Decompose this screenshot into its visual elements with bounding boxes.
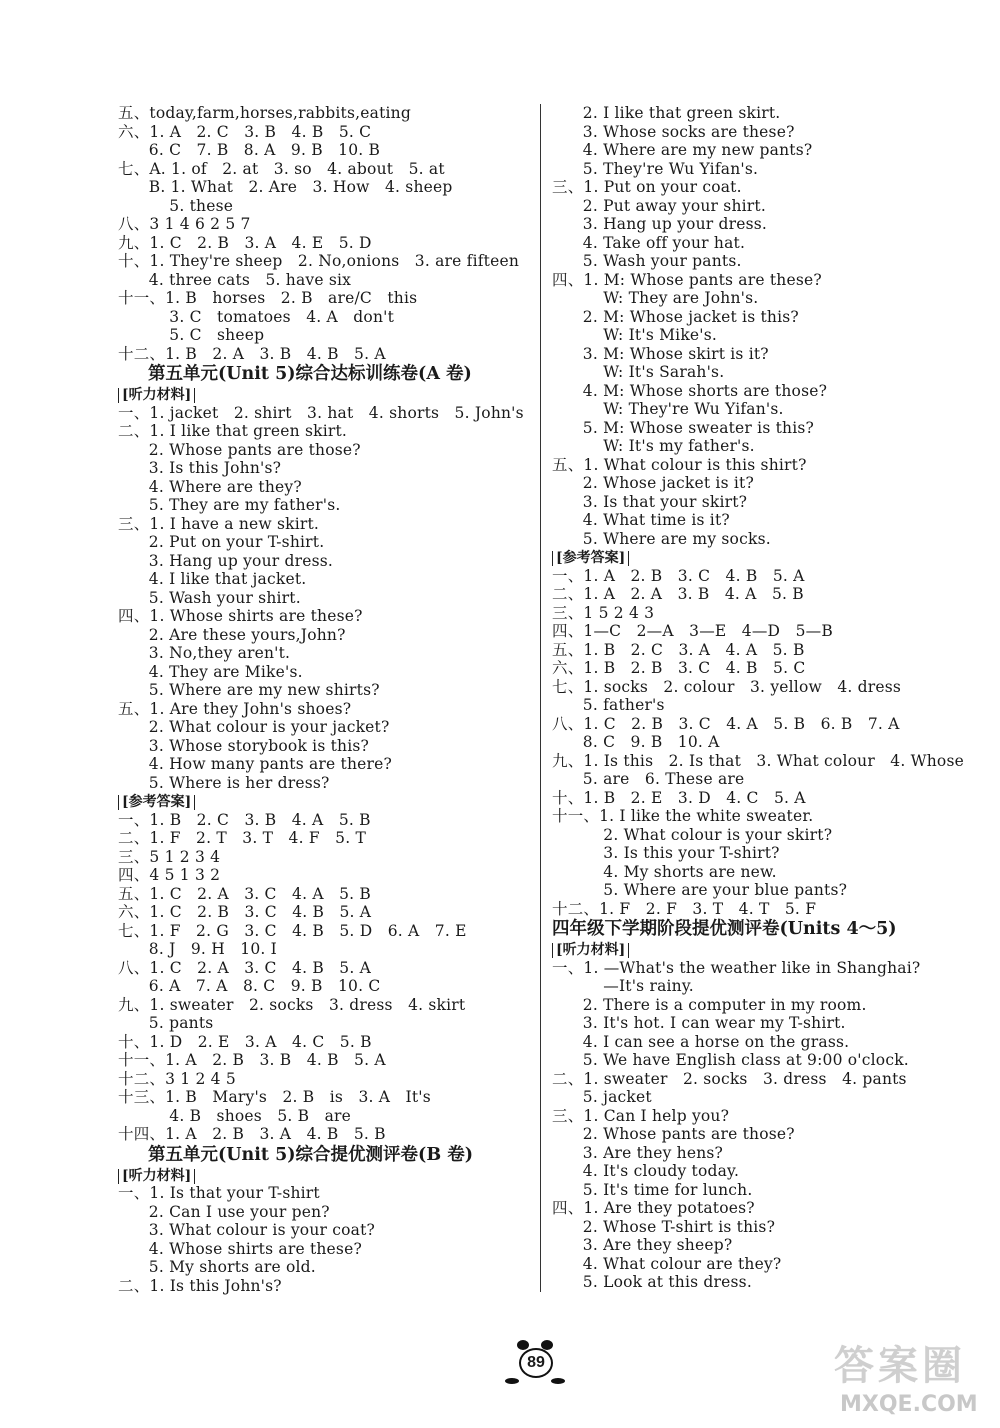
text-line: 五、1. B 2. C 3. A 4. A 5. B [552, 640, 805, 659]
text-line: 2. Whose pants are those? [552, 1125, 795, 1143]
text-line: 3. Hang up your dress. [118, 551, 334, 570]
text-line: 4. Where are my new pants? [552, 141, 813, 159]
text-line: 2. Put on your T-shirt. [118, 533, 325, 551]
text-line: 5. It's time for lunch. [552, 1180, 753, 1199]
text-line: 6. C 7. B 8. A 9. B 10. B [118, 141, 381, 159]
text-line: 六、1. C 2. B 3. C 4. B 5. A [118, 903, 372, 921]
text-line: 四、1. Whose shirts are these? [118, 607, 363, 625]
text-line: 6. A 7. A 8. C 9. B 10. C [118, 977, 381, 995]
text-line: 2. What colour is your skirt? [552, 825, 833, 844]
text-line: 3. Hang up your dress. [552, 215, 768, 233]
text-line: 二、1. Is this John's? [118, 1276, 282, 1295]
text-line: 四、4 5 1 3 2 [118, 866, 221, 884]
text-line: 一、1. B 2. C 3. B 4. A 5. B [118, 810, 371, 829]
text-line: 十二、1. F 2. F 3. T 4. T 5. F [552, 899, 817, 918]
text-line: 十二、1. B 2. A 3. B 4. B 5. A [118, 344, 386, 363]
text-line: 十一、1. B horses 2. B are/C this [118, 289, 418, 307]
text-line: 四、1. Are they potatoes? [552, 1199, 755, 1217]
answers-label: [参考答案] [118, 795, 195, 810]
answers-label: [参考答案] [552, 551, 629, 566]
mascot-foot-icon [505, 1378, 519, 1384]
text-line: 5. My shorts are old. [118, 1258, 316, 1276]
text-line: 8. J 9. H 10. I [118, 940, 277, 958]
listening-label: [听力材料] [118, 1169, 195, 1184]
page-number-badge [505, 1336, 565, 1396]
text-line: 五、1. Are they John's shoes? [118, 699, 352, 718]
text-line: 3. Are they hens? [552, 1143, 724, 1162]
text-line: 十四、1. A 2. B 3. A 4. B 5. B [118, 1125, 386, 1143]
text-line: 一、1. Is that your T-shirt [118, 1184, 320, 1202]
text-line: 4. Where are they? [118, 477, 302, 496]
text-line: 一、1. jacket 2. shirt 3. hat 4. shorts 5. John's [118, 403, 524, 422]
text-line: 二、1. A 2. A 3. B 4. A 5. B [552, 585, 804, 603]
text-line: 2. I like that green skirt. [552, 104, 781, 122]
text-line: 5. pants [118, 1014, 214, 1032]
text-line: 三、1. I have a new skirt. [118, 514, 320, 533]
watermark-logo: 答案圈 [834, 1343, 966, 1389]
mascot-foot-icon [551, 1378, 565, 1384]
left-lines-block [118, 104, 536, 363]
section-c-listening-block [552, 959, 962, 1292]
section-a-title: 第五单元(Unit 5)综合达标训练卷(A 卷) [148, 364, 472, 384]
text-line: 4. They are Mike's. [118, 662, 303, 681]
listening-label: [听力材料] [552, 943, 629, 958]
text-line: 十一、1. A 2. B 3. B 4. B 5. A [118, 1051, 386, 1069]
listening-label: [听力材料] [118, 388, 195, 403]
text-line: 4. B shoes 5. B are [118, 1106, 352, 1125]
text-line: 3. Whose socks are these? [552, 122, 795, 141]
text-line: 2. What colour is your jacket? [118, 718, 390, 736]
text-line: 5. father's [552, 696, 665, 714]
text-line: 二、1. sweater 2. socks 3. dress 4. pants [552, 1069, 907, 1088]
text-line: 六、1. A 2. C 3. B 4. B 5. C [118, 122, 372, 141]
text-line: 十一、1. I like the white sweater. [552, 807, 814, 825]
text-line: 4. It's cloudy today. [552, 1162, 740, 1180]
text-line: 二、1. F 2. T 3. T 4. F 5. T [118, 829, 367, 847]
text-line: 5. Where are my socks. [552, 529, 771, 548]
right-column [552, 104, 962, 1292]
text-line: 2. Are these yours,John? [118, 625, 346, 644]
text-line: 5. Where are your blue pants? [552, 881, 848, 899]
text-line: 十、1. D 2. E 3. A 4. C 5. B [118, 1032, 372, 1051]
text-line: 一、1. A 2. B 3. C 4. B 5. A [552, 566, 805, 585]
section-b-listening-label-row [118, 1166, 536, 1185]
text-line: 五、1. C 2. A 3. C 4. A 5. B [118, 884, 371, 903]
text-line: 二、1. I like that green skirt. [118, 422, 348, 440]
text-line: 5. jacket [552, 1088, 652, 1106]
text-line: 5. Where is her dress? [118, 773, 330, 792]
text-line: 3. M: Whose skirt is it? [552, 344, 769, 363]
text-line: 2. Whose T-shirt is this? [552, 1217, 776, 1236]
watermark [826, 1330, 996, 1424]
watermark-url: MXQE.COM [840, 1392, 978, 1417]
text-line: 2. M: Whose jacket is this? [552, 307, 799, 326]
text-line: 2. Whose jacket is it? [552, 474, 754, 492]
text-line: 4. M: Whose shorts are those? [552, 381, 828, 400]
section-a-listening-label-row [118, 385, 536, 404]
text-line: 8. C 9. B 10. A [552, 733, 720, 751]
text-line: 一、1. —What's the weather like in Shanghai? [552, 958, 921, 977]
text-line: 五、1. What colour is this shirt? [552, 455, 807, 474]
section-c-title: 四年级下学期阶段提优测评卷(Units 4～5) [552, 919, 897, 939]
left-column [118, 104, 536, 1295]
text-line: 2. There is a computer in my room. [552, 995, 867, 1014]
text-line: 三、1. Can I help you? [552, 1106, 730, 1125]
text-line: 5. M: Whose sweater is this? [552, 418, 815, 437]
section-b-answers-block [552, 567, 962, 919]
text-line: 八、1. C 2. A 3. C 4. B 5. A [118, 958, 371, 977]
text-line: W: They're Wu Yifan's. [552, 400, 784, 418]
text-line: 七、1. F 2. G 3. C 4. B 5. D 6. A 7. E [118, 921, 467, 940]
text-line: 九、1. Is this 2. Is that 3. What colour 4. Whose [552, 751, 964, 770]
text-line: 八、1. C 2. B 3. C 4. A 5. B 6. B 7. A [552, 714, 900, 733]
text-line: 3. It's hot. I can wear my T-shirt. [552, 1014, 846, 1032]
text-line: 四、1. M: Whose pants are these? [552, 270, 822, 289]
text-line: W: It's Mike's. [552, 326, 718, 344]
text-line: 九、1. C 2. B 3. A 4. E 5. D [118, 233, 372, 252]
text-line: 4. How many pants are there? [118, 755, 393, 773]
text-line: 5. C sheep [118, 326, 265, 344]
text-line: 3. Is that your skirt? [552, 492, 748, 511]
text-line: 三、1. Put on your coat. [552, 178, 742, 196]
column-divider [540, 104, 541, 1292]
text-line: 5. Where are my new shirts? [118, 681, 380, 699]
text-line: 4. three cats 5. have six [118, 270, 352, 289]
section-a-answers-label-row [118, 792, 536, 811]
text-line: 3. No,they aren't. [118, 644, 291, 662]
text-line: 三、1 5 2 4 3 [552, 603, 655, 622]
text-line: 5. Look at this dress. [552, 1273, 752, 1291]
text-line: B. 1. What 2. Are 3. How 4. sheep [118, 178, 453, 196]
section-b-listening-block-right [552, 104, 962, 548]
text-line: 4. What time is it? [552, 511, 730, 529]
section-b-title: 第五单元(Unit 5)综合提优测评卷(B 卷) [148, 1144, 473, 1165]
text-line: 三、5 1 2 3 4 [118, 847, 221, 866]
text-line: 3. Is this John's? [118, 459, 282, 477]
text-line: W: It's Sarah's. [552, 363, 725, 381]
mascot-ear-icon [517, 1340, 529, 1350]
text-line: 5. They're Wu Yifan's. [552, 159, 759, 178]
text-line: 十三、1. B Mary's 2. B is 3. A It's [118, 1088, 431, 1106]
text-line: 5. these [118, 196, 234, 215]
text-line: 4. My shorts are new. [552, 862, 777, 881]
text-line: 十、1. They're sheep 2. No,onions 3. are fifteen [118, 252, 520, 270]
section-c-listening-label-row [552, 940, 962, 959]
text-line: 3. Whose storybook is this? [118, 736, 370, 755]
page-number: 89 [519, 1348, 553, 1378]
text-line: 九、1. sweater 2. socks 3. dress 4. skirt [118, 995, 466, 1014]
text-line: 4. Whose shirts are these? [118, 1239, 362, 1258]
section-a-listening-block [118, 404, 536, 793]
text-line: 2. Put away your shirt. [552, 196, 766, 215]
text-line: 八、3 1 4 6 2 5 7 [118, 215, 251, 233]
text-line: 4. I like that jacket. [118, 570, 307, 588]
text-line: —It's rainy. [552, 977, 694, 995]
text-line: 六、1. B 2. B 3. C 4. B 5. C [552, 659, 806, 677]
text-line: 五、today,farm,horses,rabbits,eating [118, 104, 411, 122]
text-line: 5. are 6. These are [552, 770, 745, 788]
text-line: 5. They are my father's. [118, 496, 341, 514]
text-line: 四、1—C 2—A 3—E 4—D 5—B [552, 622, 833, 640]
text-line: 3. What colour is your coat? [118, 1221, 376, 1239]
text-line: 4. Take off your hat. [552, 233, 746, 252]
section-b-answers-label-row [552, 548, 962, 567]
text-line: 5. Wash your pants. [552, 252, 742, 270]
text-line: 十、1. B 2. E 3. D 4. C 5. A [552, 788, 806, 807]
section-a-answers-block [118, 811, 536, 1144]
text-line: 3. Is this your T-shirt? [552, 844, 780, 862]
text-line: 2. Whose pants are those? [118, 440, 361, 459]
text-line: 十二、3 1 2 4 5 [118, 1069, 236, 1088]
text-line: 4. I can see a horse on the grass. [552, 1032, 850, 1051]
text-line: 七、1. socks 2. colour 3. yellow 4. dress [552, 677, 902, 696]
text-line: 3. Are they sheep? [552, 1236, 733, 1254]
text-line: 5. Wash your shirt. [118, 588, 301, 607]
section-b-listening-block-left [118, 1184, 536, 1295]
text-line: W: They are John's. [552, 289, 759, 307]
text-line: 七、A. 1. of 2. at 3. so 4. about 5. at [118, 159, 445, 178]
text-line: 2. Can I use your pen? [118, 1202, 330, 1221]
text-line: 3. C tomatoes 4. A don't [118, 307, 395, 326]
text-line: 5. We have English class at 9:00 o'clock. [552, 1051, 909, 1069]
text-line: W: It's my father's. [552, 437, 755, 455]
text-line: 4. What colour are they? [552, 1254, 782, 1273]
